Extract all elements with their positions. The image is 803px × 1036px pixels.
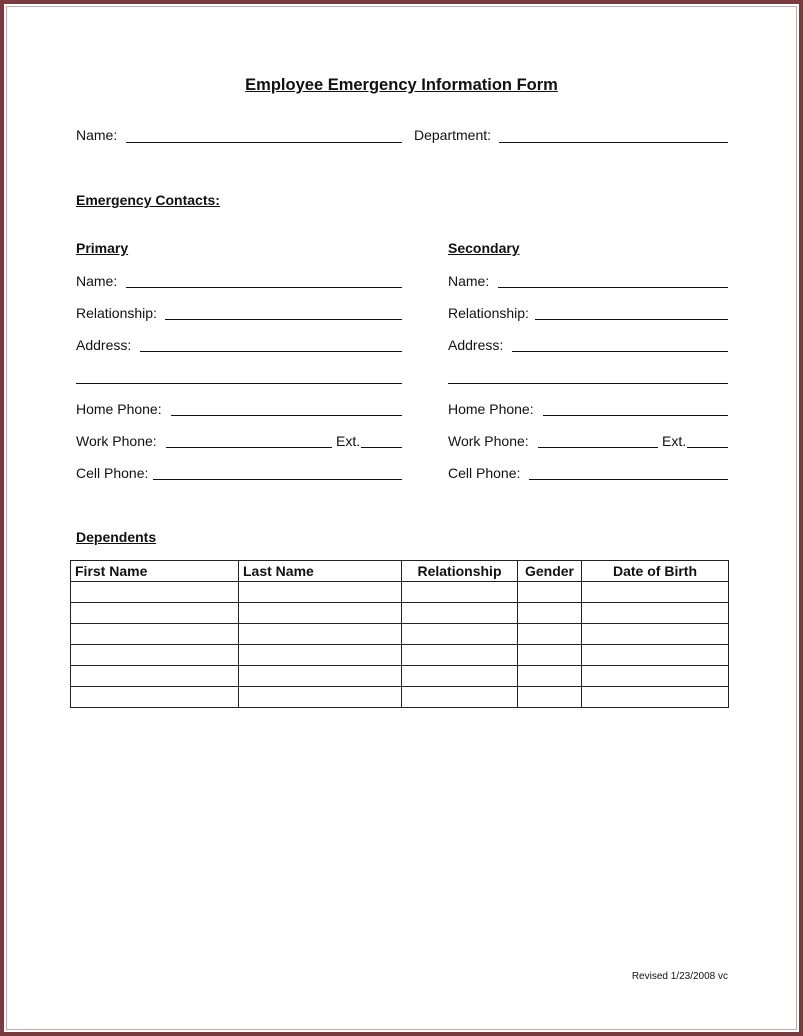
table-row [71, 624, 729, 645]
secondary-work-phone-label: Work Phone: [448, 433, 529, 449]
primary-address-label: Address: [76, 337, 132, 353]
dependent-last-name-cell[interactable] [239, 687, 402, 708]
dependent-first-name-cell[interactable] [71, 687, 239, 708]
form-title: Employee Emergency Information Form [245, 76, 558, 94]
secondary-name-label: Name: [448, 273, 490, 289]
primary-work-phone-label: Work Phone: [76, 433, 157, 449]
dependent-date-of-birth-cell[interactable] [582, 645, 729, 666]
dependent-last-name-cell[interactable] [239, 603, 402, 624]
dependent-first-name-cell[interactable] [71, 603, 239, 624]
primary-relationship-field[interactable] [165, 319, 402, 320]
dependent-last-name-cell[interactable] [239, 582, 402, 603]
dependents-header-row [71, 561, 729, 582]
dependent-gender-cell[interactable] [518, 582, 582, 603]
table-row [71, 603, 729, 624]
primary-home-phone-label: Home Phone: [76, 401, 162, 417]
primary-address-line2-field[interactable] [76, 383, 402, 384]
dependent-gender-cell[interactable] [518, 624, 582, 645]
column-header-relationship: Relationship [402, 561, 518, 582]
employee-name-field[interactable] [126, 142, 402, 143]
dependent-gender-cell[interactable] [518, 645, 582, 666]
secondary-relationship-label: Relationship: [448, 305, 529, 321]
dependents-table-body [71, 582, 729, 708]
dependent-last-name-cell[interactable] [239, 645, 402, 666]
dependent-relationship-cell[interactable] [402, 645, 518, 666]
dependent-first-name-cell[interactable] [71, 666, 239, 687]
secondary-home-phone-field[interactable] [543, 415, 728, 416]
dependents-table [70, 560, 729, 708]
table-row [71, 687, 729, 708]
column-header-date-of-birth: Date of Birth [582, 561, 729, 582]
primary-ext-field[interactable] [361, 447, 402, 448]
dependent-date-of-birth-cell[interactable] [582, 687, 729, 708]
emergency-contacts-heading: Emergency Contacts: [76, 192, 220, 208]
employee-name-label: Name: [76, 127, 118, 143]
dependent-gender-cell[interactable] [518, 603, 582, 624]
dependent-date-of-birth-cell[interactable] [582, 582, 729, 603]
table-row [71, 582, 729, 603]
column-header-last-name: Last Name [239, 561, 402, 582]
primary-heading: Primary [76, 240, 129, 256]
column-header-first-name: First Name [71, 561, 239, 582]
primary-ext-label: Ext. [336, 433, 361, 449]
secondary-ext-field[interactable] [687, 447, 728, 448]
dependent-gender-cell[interactable] [518, 687, 582, 708]
primary-address-field[interactable] [140, 351, 402, 352]
dependent-last-name-cell[interactable] [239, 624, 402, 645]
dependent-first-name-cell[interactable] [71, 624, 239, 645]
dependent-first-name-cell[interactable] [71, 645, 239, 666]
secondary-work-phone-field[interactable] [538, 447, 658, 448]
department-field[interactable] [499, 142, 728, 143]
dependent-relationship-cell[interactable] [402, 603, 518, 624]
secondary-ext-label: Ext. [662, 433, 687, 449]
dependent-relationship-cell[interactable] [402, 666, 518, 687]
primary-name-field[interactable] [126, 287, 402, 288]
secondary-address-label: Address: [448, 337, 504, 353]
dependent-gender-cell[interactable] [518, 666, 582, 687]
secondary-address-field[interactable] [512, 351, 728, 352]
secondary-relationship-field[interactable] [535, 319, 728, 320]
secondary-heading: Secondary [448, 240, 520, 256]
primary-home-phone-field[interactable] [171, 415, 402, 416]
dependents-heading: Dependents [76, 529, 157, 545]
revision-note: Revised 1/23/2008 vc [631, 971, 728, 982]
secondary-home-phone-label: Home Phone: [448, 401, 534, 417]
dependent-first-name-cell[interactable] [71, 582, 239, 603]
secondary-address-line2-field[interactable] [448, 383, 728, 384]
secondary-cell-phone-field[interactable] [529, 479, 728, 480]
table-row [71, 666, 729, 687]
dependent-last-name-cell[interactable] [239, 666, 402, 687]
dependent-date-of-birth-cell[interactable] [582, 603, 729, 624]
primary-relationship-label: Relationship: [76, 305, 157, 321]
dependent-relationship-cell[interactable] [402, 687, 518, 708]
dependent-relationship-cell[interactable] [402, 582, 518, 603]
primary-cell-phone-label: Cell Phone: [76, 465, 149, 481]
secondary-name-field[interactable] [498, 287, 728, 288]
dependent-relationship-cell[interactable] [402, 624, 518, 645]
department-label: Department: [414, 127, 492, 143]
table-row [71, 645, 729, 666]
secondary-cell-phone-label: Cell Phone: [448, 465, 521, 481]
column-header-gender: Gender [518, 561, 582, 582]
dependent-date-of-birth-cell[interactable] [582, 624, 729, 645]
primary-work-phone-field[interactable] [166, 447, 332, 448]
dependent-date-of-birth-cell[interactable] [582, 666, 729, 687]
primary-cell-phone-field[interactable] [153, 479, 402, 480]
primary-name-label: Name: [76, 273, 118, 289]
